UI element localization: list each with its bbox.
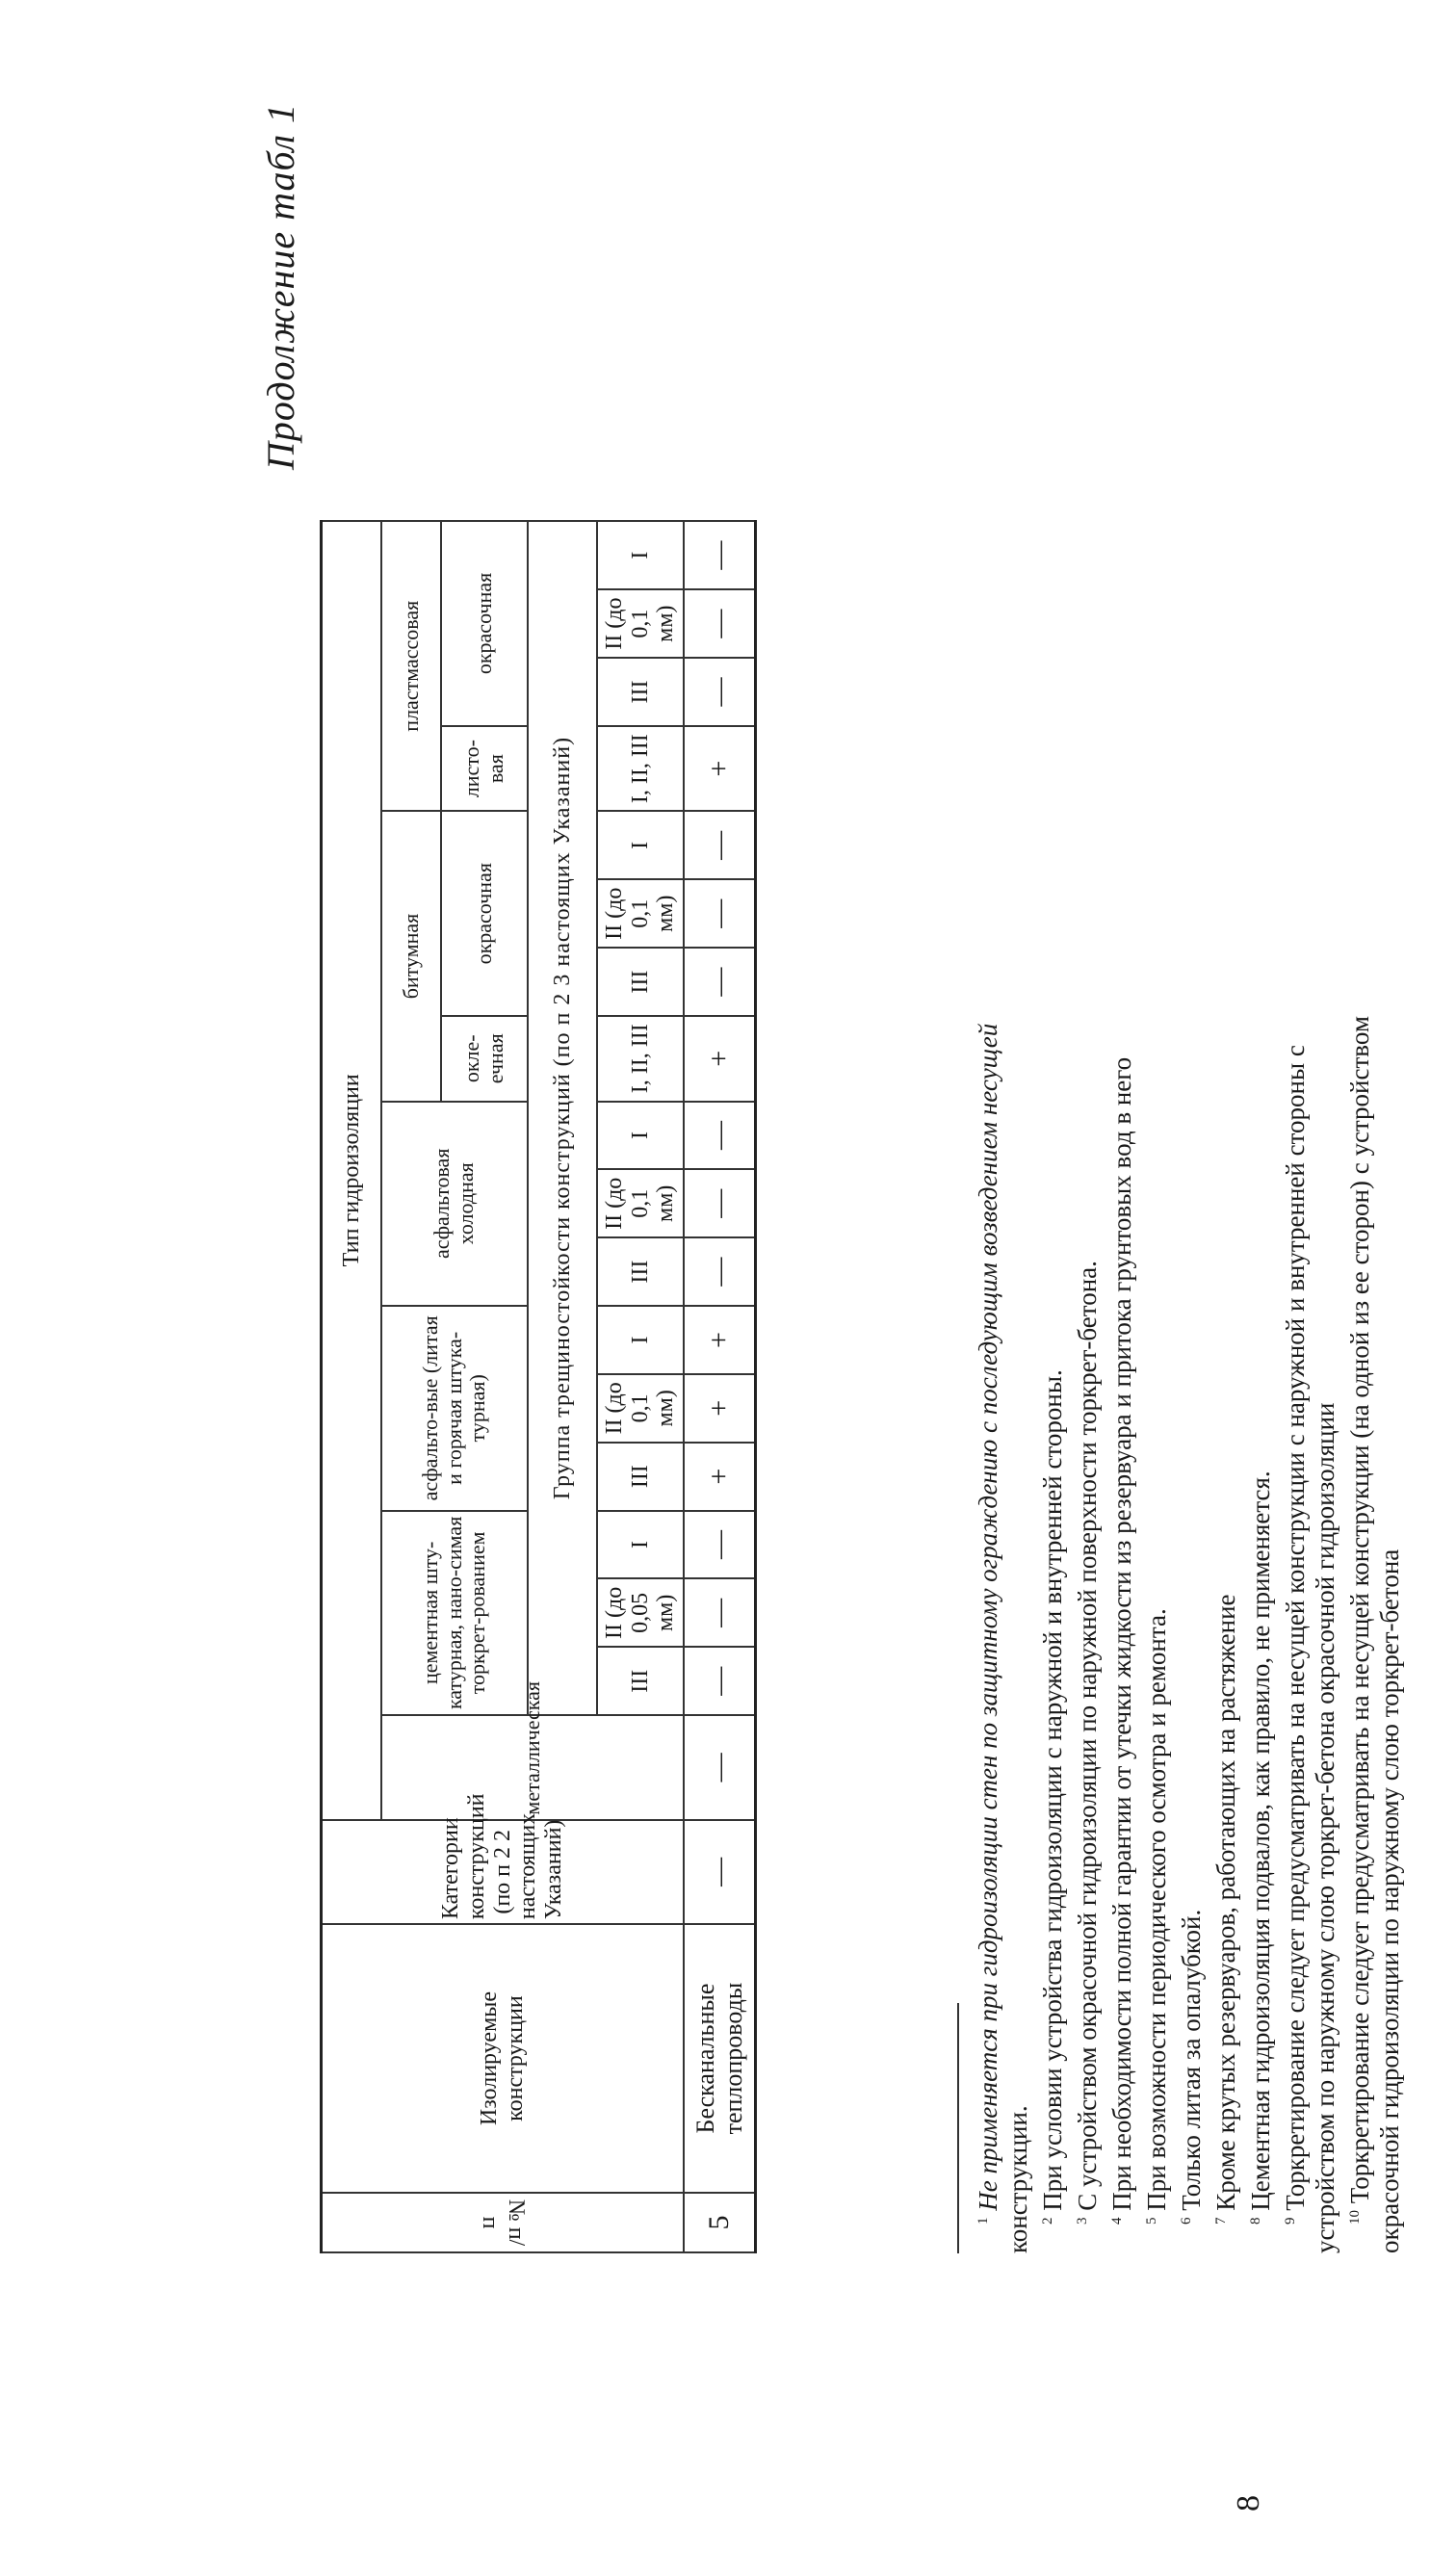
cell-bp-ii: — xyxy=(684,879,756,948)
table-caption: Продолжение табл 1 xyxy=(259,102,302,470)
sub-ac-iii: III xyxy=(597,1237,684,1306)
bitum-header: битумная xyxy=(381,811,441,1101)
sub-pp-i: I xyxy=(597,521,684,589)
cell-metal: — xyxy=(684,1715,756,1819)
sub-bs-all: I, II, III xyxy=(597,1016,684,1102)
sub-ah-ii: II (до 0,1 мм) xyxy=(597,1374,684,1443)
page-number: 8 xyxy=(1231,2495,1266,2511)
sub-ac-ii: II (до 0,1 мм) xyxy=(597,1169,684,1237)
col-category-header: Категории конструкций (по п 2 2 настоящих Указаний) xyxy=(322,1820,685,1924)
sub-ah-i: I xyxy=(597,1306,684,1374)
row-category: — xyxy=(684,1820,756,1924)
footnote-1-cont: конструкции. xyxy=(1003,2105,1032,2253)
row-num: 5 xyxy=(684,2193,756,2252)
cell-pp-ii: — xyxy=(684,589,756,658)
cell-ac-i: — xyxy=(684,1102,756,1170)
footnote-6: $^6$ Только литая за опалубкой. xyxy=(1177,1909,1206,2225)
footnote-10-cont: окрасочной гидроизоляции по наружному слою торкрет-бетона xyxy=(1375,1548,1404,2253)
cell-ac-ii: — xyxy=(684,1169,756,1237)
sub-ah-iii: III xyxy=(597,1443,684,1511)
sub-ac-i: I xyxy=(597,1102,684,1170)
plastic-sheet-header: листо-вая xyxy=(441,726,528,812)
sub-ps-all: I, II, III xyxy=(597,726,684,812)
bitum-sheet-header: окле-ечная xyxy=(441,1016,528,1102)
sub-cem-i: I xyxy=(597,1511,684,1579)
sub-bp-i: I xyxy=(597,811,684,879)
cell-ah-i: + xyxy=(684,1306,756,1374)
footnote-9: $^9$ Торкретирование следует предусматривать на несущей конструкции с наружной и внутренней стороны с xyxy=(1281,1045,1310,2225)
footnote-7: $^7$ Кроме крутых резервуаров, работающих на растяжение xyxy=(1211,1594,1240,2225)
sub-pp-iii: III xyxy=(597,658,684,726)
sub-bp-iii: III xyxy=(597,948,684,1016)
cell-cem-iii: — xyxy=(684,1647,756,1715)
cell-ah-ii: + xyxy=(684,1374,756,1443)
row-name: Бесканальные теплопроводы xyxy=(684,1924,756,2193)
footnote-rule xyxy=(957,2003,959,2253)
bitum-paint-header: окрасочная xyxy=(441,811,528,1016)
cell-pp-iii: — xyxy=(684,658,756,726)
sub-pp-ii: II (до 0,1 мм) xyxy=(597,589,684,658)
footnote-8: $^8$ Цементная гидроизоляция подвалов, как правило, не применяется. xyxy=(1246,1470,1275,2225)
cell-bp-i: — xyxy=(684,811,756,879)
footnote-2: $^2$ При условии устройства гидроизоляции с наружной и внутренней стороны. xyxy=(1038,1369,1067,2225)
footnote-9-cont: устройством по наружному слою торкрет-бетона окрасочной гидроизоляции xyxy=(1311,1402,1339,2253)
plastic-paint-header: окрасочная xyxy=(441,521,528,726)
waterproofing-table xyxy=(320,520,757,2253)
footnotes xyxy=(957,279,1405,2253)
cell-cem-ii: — xyxy=(684,1578,756,1647)
sub-bp-ii: II (до 0,1 мм) xyxy=(597,879,684,948)
asphalt-cold-header: асфальтовая холодная xyxy=(381,1102,528,1307)
cell-bs-all: + xyxy=(684,1016,756,1102)
cell-ah-iii: + xyxy=(684,1443,756,1511)
metal-header: металлическая xyxy=(381,1715,684,1819)
col-constr-header: Изолируемые конструкции xyxy=(322,1924,685,2193)
footnote-4: $^4$ При необходимости полной гарантии от утечки жидкости из резервуара и притока грунтовых вод в него xyxy=(1107,1056,1136,2225)
footnote-5: $^5$ При возможности периодического осмотра и ремонта. xyxy=(1142,1608,1171,2225)
col-num-header: № п/п xyxy=(322,2193,685,2252)
footnote-10: $^{10}$ Торкретирование следует предусматривать на несущей конструкции (на одной из ее сторон) с устройством xyxy=(1345,1016,1374,2225)
sub-cem-ii: II (до 0,05 мм) xyxy=(597,1578,684,1647)
crack-group-header: Группа трещиностойкости конструкций (по п 2 3 настоящих Указаний) xyxy=(528,521,597,1715)
footnote-3: $^3$ С устройством окрасочной гидроизоляции по наружной поверхности торкрет-бетона. xyxy=(1073,1261,1102,2225)
cement-header: цементная шту-катурная, нано-симая торкрет-рованием xyxy=(381,1511,528,1716)
footnote-1: $^1$ Не применяется при гидроизоляции стен по защитному ограждению с последующим возведением несущей xyxy=(974,1023,1002,2225)
type-header: Тип гидроизоляции xyxy=(322,521,382,1820)
plastic-header: пластмассовая xyxy=(381,521,441,811)
cell-ac-iii: — xyxy=(684,1237,756,1306)
cell-bp-iii: — xyxy=(684,948,756,1016)
sub-cem-iii: III xyxy=(597,1647,684,1715)
cell-ps-all: + xyxy=(684,726,756,812)
cell-cem-i: — xyxy=(684,1511,756,1579)
table-row xyxy=(684,521,756,2252)
cell-pp-i: — xyxy=(684,521,756,589)
asphalt-hot-header: асфальто-вые (литая и горячая штука-турная) xyxy=(381,1306,528,1511)
